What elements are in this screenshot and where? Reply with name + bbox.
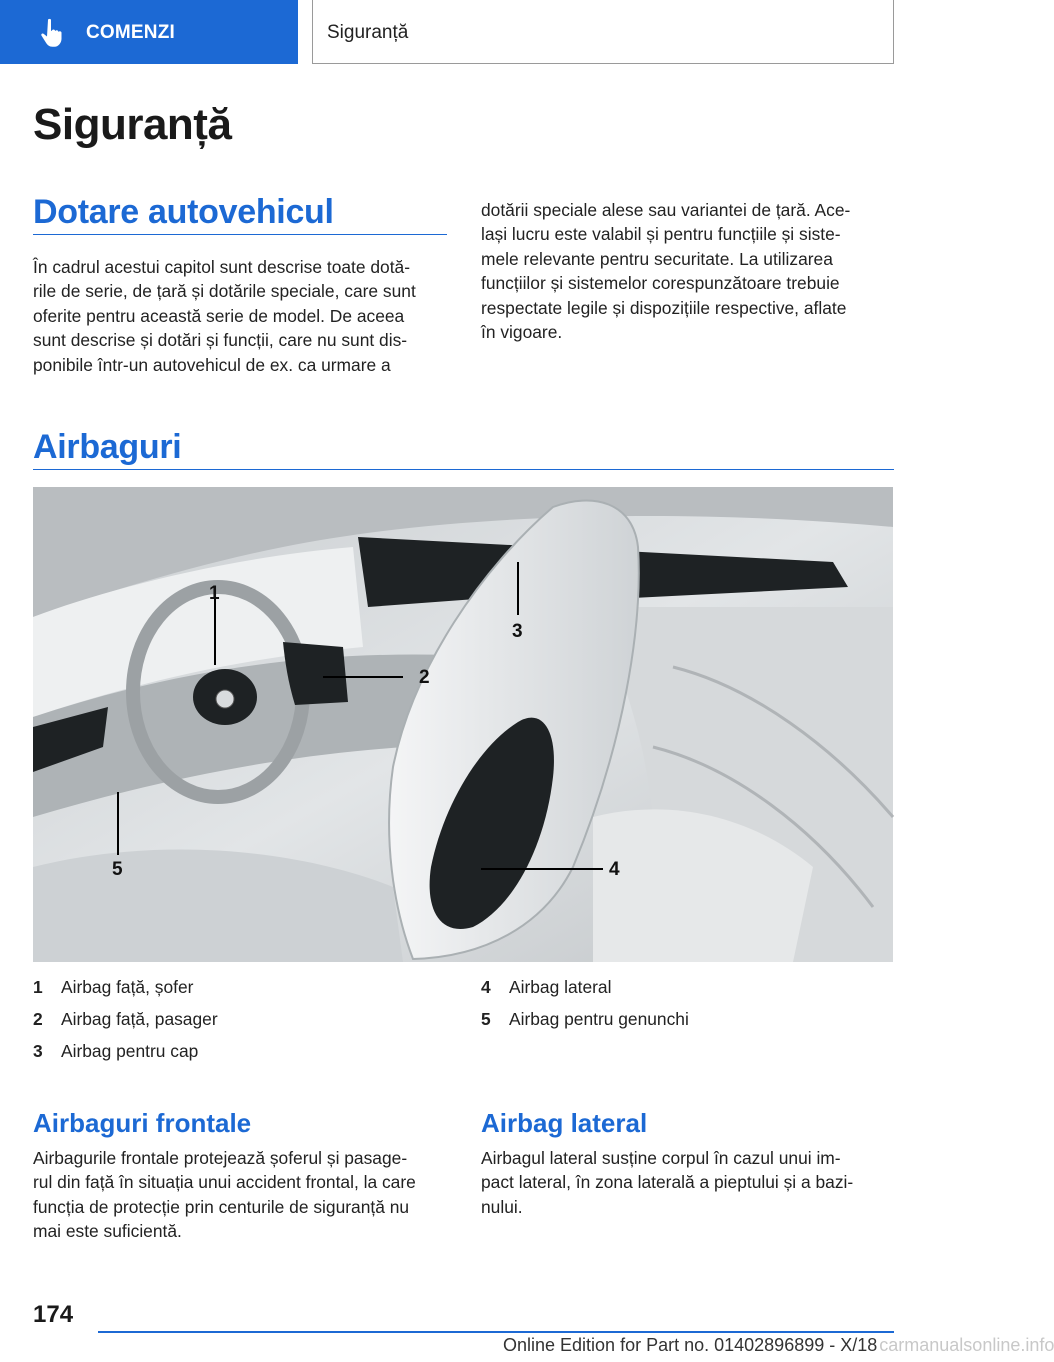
text-line: dotării speciale alese sau variantei de țară. Ace- xyxy=(481,200,851,220)
legend-text: Airbag față, șofer xyxy=(61,977,194,997)
legend-number: 4 xyxy=(481,977,491,997)
text-line: oferite pentru această serie de model. De aceea xyxy=(33,305,405,326)
legend-text: Airbag pentru genunchi xyxy=(509,1009,689,1029)
legend-item xyxy=(33,971,218,1003)
text-line: lași lucru este valabil și pentru funcțiile și siste- xyxy=(481,224,841,245)
subheading-side-airbag: Airbag lateral xyxy=(481,1108,648,1138)
legend-item xyxy=(33,1035,218,1067)
page-number: 174 xyxy=(33,1301,74,1328)
text-line: mai este suficientă. xyxy=(33,1221,182,1242)
text-line: respectate legile și dispozițiile respective, aflate xyxy=(481,297,847,318)
legend-number: 2 xyxy=(33,1009,43,1029)
footer-rule xyxy=(98,1331,894,1333)
section-header-box xyxy=(312,0,894,64)
text-line: sunt descrise și dotări și funcții, care nu sunt dis- xyxy=(33,330,408,351)
section-heading-equipment: Dotare autovehicul xyxy=(33,193,334,231)
airbag-legend-right xyxy=(481,971,689,1035)
equipment-text-left xyxy=(33,255,453,377)
chapter-tab[interactable] xyxy=(0,0,298,64)
chapter-tab-label: COMENZI xyxy=(86,22,176,43)
text-line: rul din față în situația unui accident frontal, la care xyxy=(33,1172,416,1193)
footer-edition xyxy=(503,1335,1054,1356)
legend-item xyxy=(481,1003,689,1035)
legend-number: 1 xyxy=(33,977,43,997)
watermark-text: carmanualsonline.info xyxy=(879,1335,1054,1355)
callout-4: 4 xyxy=(609,859,620,880)
callout-5: 5 xyxy=(112,859,123,880)
text-line: mele relevante pentru securitate. La utilizarea xyxy=(481,248,833,269)
legend-number: 5 xyxy=(481,1009,491,1029)
legend-item xyxy=(33,1003,218,1035)
page-title: Siguranță xyxy=(33,100,232,149)
heading-rule xyxy=(33,234,447,235)
edition-text: Online Edition for Part no. 01402896899 - X/18 xyxy=(503,1335,878,1355)
callout-2: 2 xyxy=(419,667,430,688)
heading-rule xyxy=(33,469,894,470)
subheading-frontal-airbags: Airbaguri frontale xyxy=(33,1108,252,1138)
legend-item xyxy=(481,971,689,1003)
text-line: rile de serie, de țară și dotările speciale, care sunt xyxy=(33,281,416,302)
text-line: Airbagul lateral susține corpul în cazul unui im- xyxy=(481,1148,841,1168)
callout-3: 3 xyxy=(512,621,523,642)
section-heading-airbags: Airbaguri xyxy=(33,428,182,466)
text-line: funcția de protecție prin centurile de siguranță nu xyxy=(33,1196,410,1217)
airbag-diagram xyxy=(33,487,893,962)
text-line: ponibile într-un autovehicul de ex. ca urmare a xyxy=(33,354,391,375)
legend-text: Airbag pentru cap xyxy=(61,1041,199,1061)
side-airbag-text xyxy=(481,1146,901,1219)
legend-number: 3 xyxy=(33,1041,43,1061)
frontal-airbags-text xyxy=(33,1146,453,1244)
equipment-text-right xyxy=(481,198,901,344)
callout-1: 1 xyxy=(209,583,220,604)
text-line: pact lateral, în zona laterală a pieptului și a bazi- xyxy=(481,1172,854,1193)
car-interior-illustration xyxy=(33,487,893,962)
text-line: Airbagurile frontale protejează șoferul și pasage- xyxy=(33,1148,408,1168)
legend-text: Airbag față, pasager xyxy=(61,1009,218,1029)
text-line: În cadrul acestui capitol sunt descrise toate dotă- xyxy=(33,257,411,277)
text-line: nului. xyxy=(481,1196,523,1217)
section-header-title: Siguranță xyxy=(327,22,409,43)
pointing-hand-icon xyxy=(40,18,66,48)
airbag-legend-left xyxy=(33,971,218,1067)
legend-text: Airbag lateral xyxy=(509,977,612,997)
text-line: funcțiilor și sistemelor corespunzătoare trebuie xyxy=(481,273,840,294)
text-line: în vigoare. xyxy=(481,322,563,343)
